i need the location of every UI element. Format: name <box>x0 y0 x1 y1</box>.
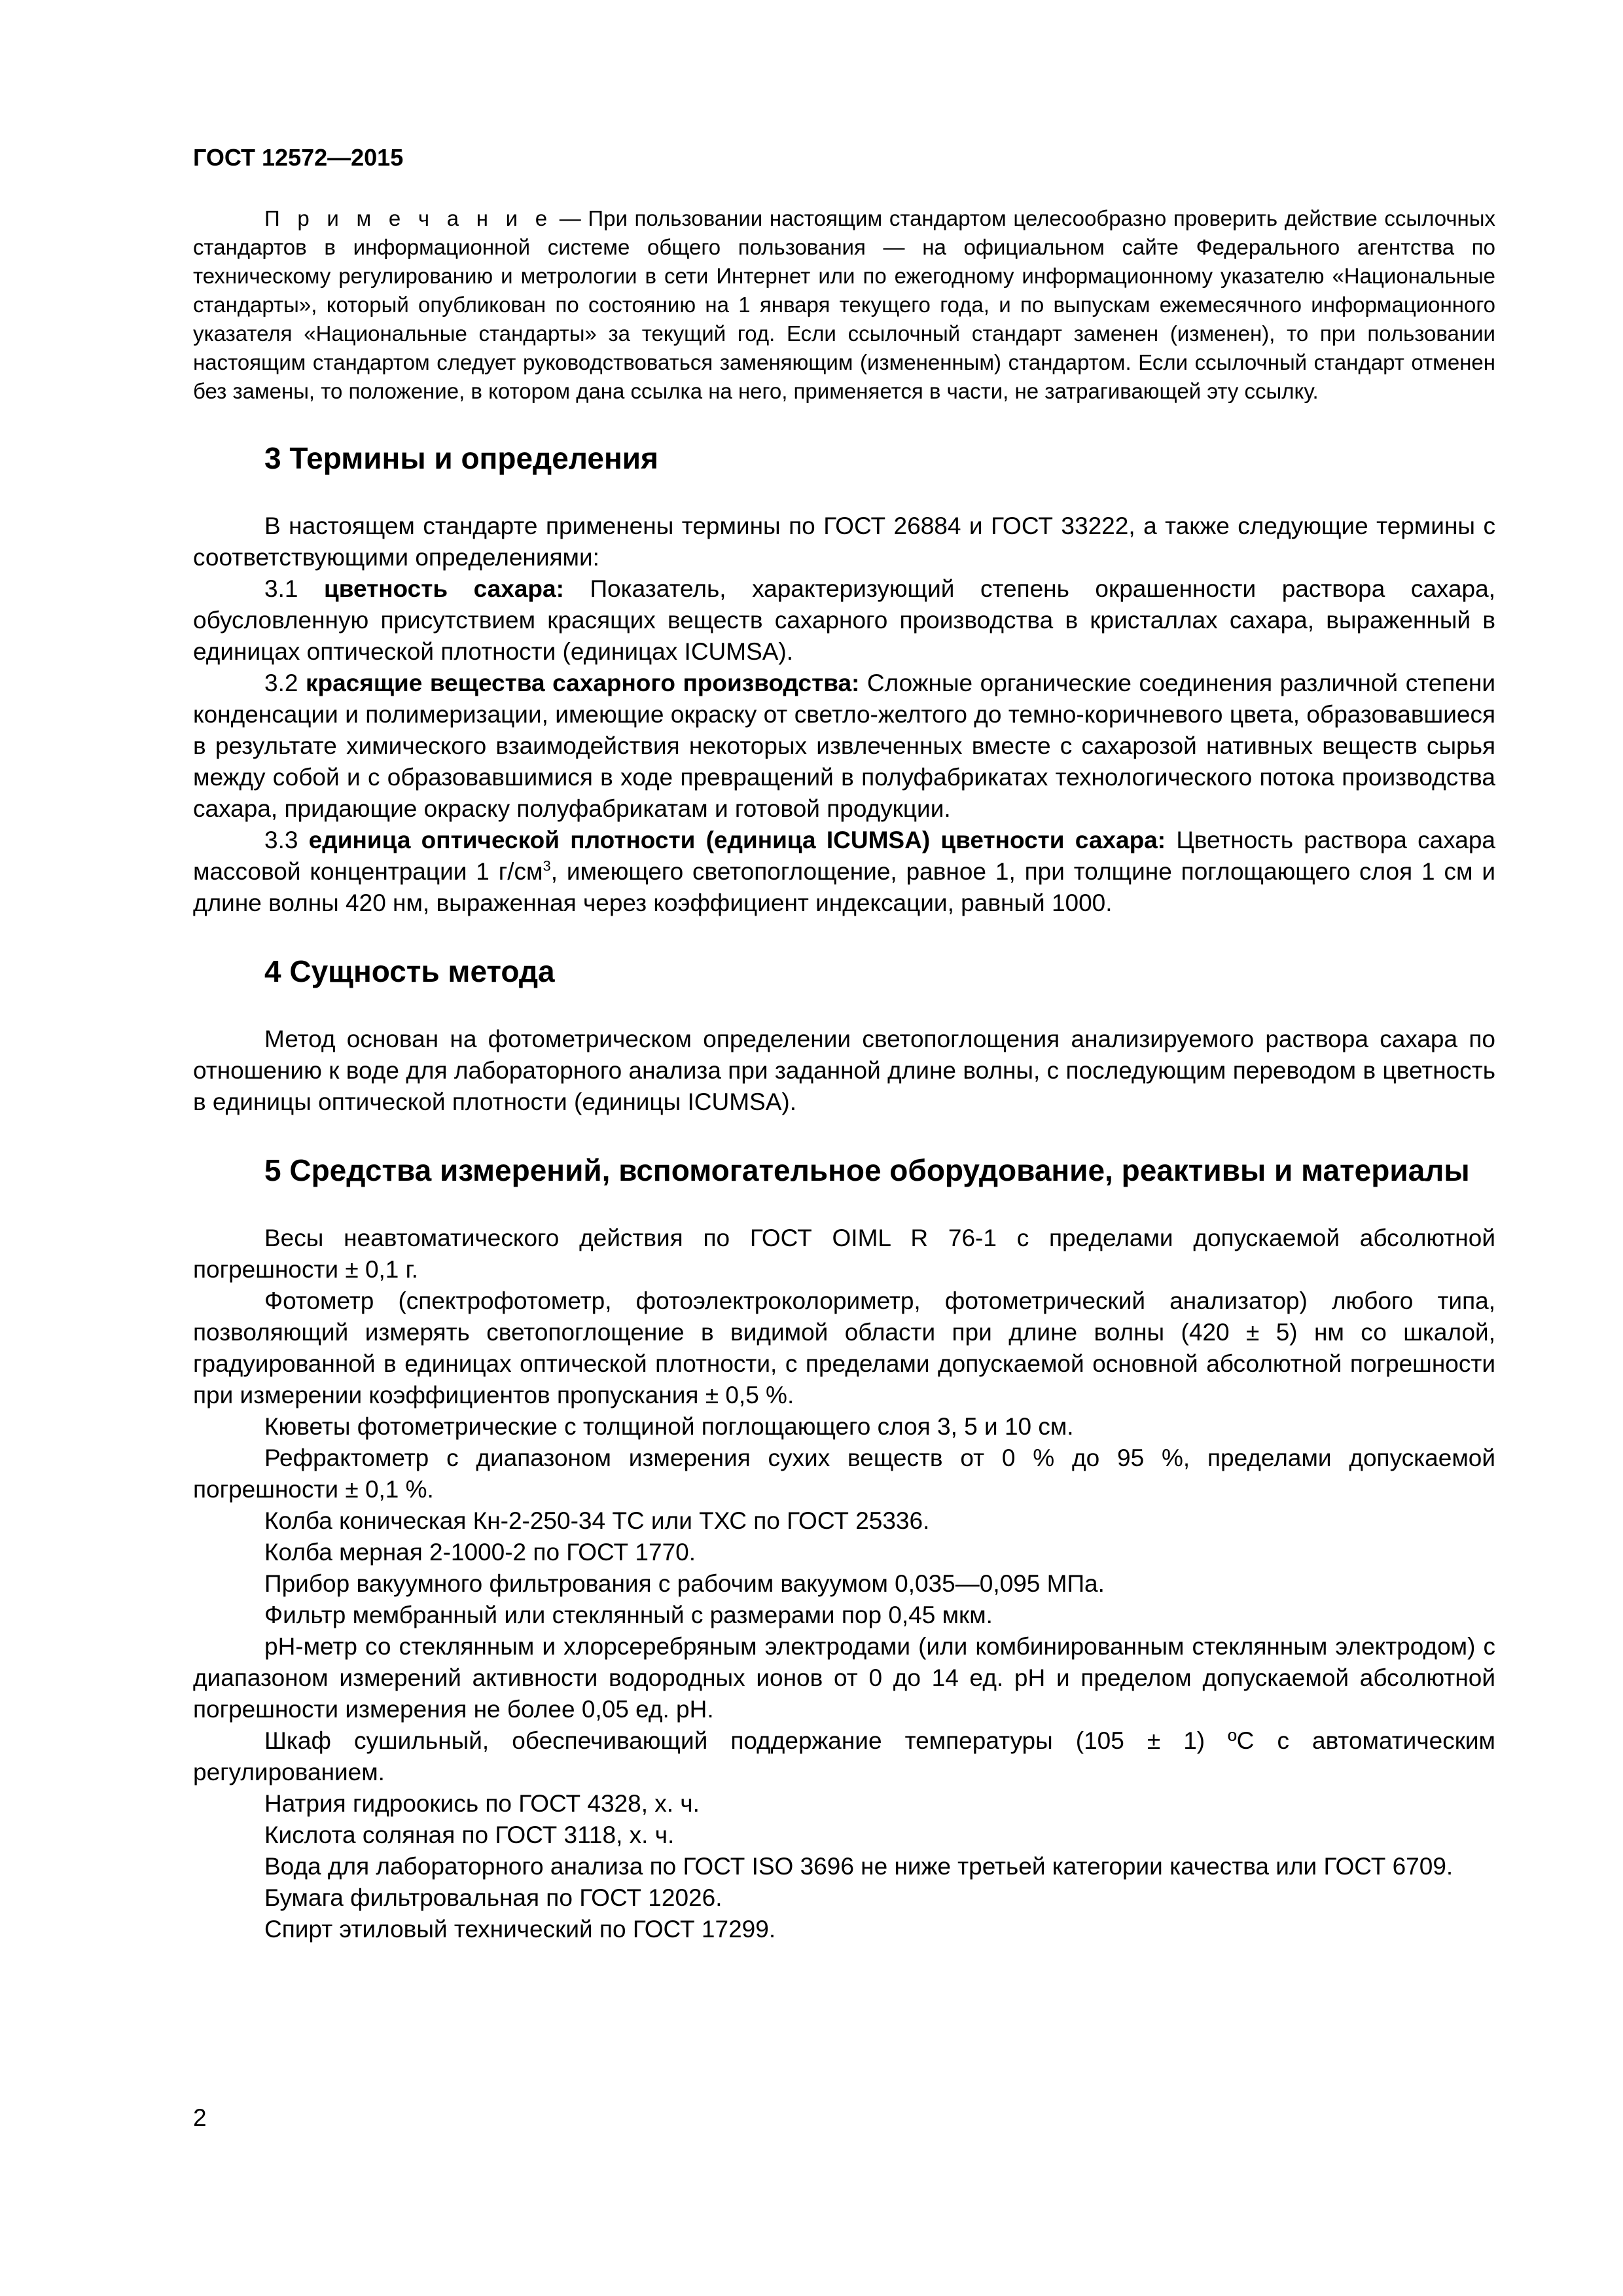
equipment-item: Рефрактометр с диапазоном измерения сухих веществ от 0 % до 95 %, пределами допускаемой погрешности ± 0,1 %. <box>193 1444 1495 1503</box>
equipment-item: Прибор вакуумного фильтрования с рабочим вакуумом 0,035—0,095 МПа. <box>264 1570 1105 1597</box>
definition-text: Цветность раствора сахара массовой концентрации 1 г/см <box>193 827 1496 885</box>
equipment-item: Кислота соляная по ГОСТ 3118, х. ч. <box>264 1821 675 1848</box>
definition-number: 3.3 <box>264 827 309 853</box>
equipment-item: Спирт этиловый технический по ГОСТ 17299. <box>264 1916 776 1943</box>
section-5-title: 5 Средства измерений, вспомогательное оборудование, реактивы и материалы <box>264 1153 1470 1187</box>
definition-number: 3.1 <box>264 575 324 602</box>
superscript: 3 <box>543 857 551 874</box>
equipment-item: Натрия гидроокись по ГОСТ 4328, х. ч. <box>264 1790 700 1817</box>
equipment-item: Колба мерная 2-1000-2 по ГОСТ 1770. <box>264 1539 696 1566</box>
section-5-list <box>193 1223 1495 1945</box>
equipment-item: Фотометр (спектрофотометр, фотоэлектроколориметр, фотометрический анализатор) любого типа, позволяющий измерять светопоглощение в видимой области при длине волны (420 ± 5) нм со шкалой, градуированной в единицах оптической плотности, с пределами допускаемой основной абсолютной погрешности при измерении коэффициентов пропускания ± 0,5 %. <box>193 1287 1495 1408</box>
definition-text: Сложные органические соединения различной степени конденсации и полимеризации, имеющие окраску от светло-желтого до темно-коричневого цвета, образовавшиеся в результате химического взаимодействия некоторых извлеченных вместе с сахарозой нативных веществ сырья между собой и с образовавшимися в ходе превращений в полуфабрикатах технологического потока производства сахара, придающие окраску полуфабрикатам и готовой продукции. <box>193 670 1496 822</box>
equipment-item: pH-метр со стеклянным и хлорсеребряным электродами (или комбинированным стеклянным электродом) с диапазоном измерений активности водородных ионов от 0 до 14 ед. pH и пределом допускаемой абсолютной погрешности измерения не более 0,05 ед. pH. <box>193 1633 1495 1723</box>
definition-text: , имеющего светопоглощение, равное 1, при толщине поглощающего слоя 1 см и длине волны 420 нм, выраженная через коэффициент индексации, равный 1000. <box>193 858 1495 916</box>
equipment-item: Весы неавтоматического действия по ГОСТ OIML R 76-1 с пределами допускаемой абсолютной погрешности ± 0,1 г. <box>193 1225 1495 1283</box>
section-4-text: Метод основан на фотометрическом определении светопоглощения анализируемого раствора сахара по отношению к воде для лабораторного анализа при заданной длине волны, с последующим переводом в цветность в единицы оптической плотности (единицы ICUMSA). <box>193 1026 1495 1115</box>
note-text: — При пользовании настоящим стандартом целесообразно проверить действие ссылочных стандартов в информационной системе общего пользования — на официальном сайте Федерального агентства по техническому регулированию и метрологии в сети Интернет или по ежегодному информационному указателю «Национальные стандарты», который опубликован по состоянию на 1 января текущего года, и по выпускам ежемесячного информационного указателя «Национальные стандарты» за текущий год. Если ссылочный стандарт заменен (изменен), то при пользовании настоящим стандартом следует руководствоваться заменяющим (измененным) стандартом. Если ссылочный стандарт отменен без замены, то положение, в котором дана ссылка на него, применяется в части, не затрагивающей эту ссылку. <box>193 206 1495 403</box>
equipment-item: Шкаф сушильный, обеспечивающий поддержание температуры (105 ± 1) ºС с автоматическим регулированием. <box>193 1727 1495 1785</box>
section-3-intro: В настоящем стандарте применены термины по ГОСТ 26884 и ГОСТ 33222, а также следующие термины с соответствующими определениями: <box>193 512 1495 571</box>
document-page <box>193 144 1495 1945</box>
note-label: П р и м е ч а н и е <box>264 206 553 230</box>
definition-3-1 <box>193 573 1495 668</box>
definition-3-3 <box>193 825 1495 919</box>
note-paragraph <box>193 204 1495 406</box>
definition-text: Показатель, характеризующий степень окрашенности раствора сахара, обусловленную присутствием красящих веществ сахарного производства в кристаллах сахара, выраженный в единицах оптической плотности (единицах ICUMSA). <box>193 575 1495 665</box>
definition-term: красящие вещества сахарного производства: <box>305 670 860 696</box>
equipment-item: Вода для лабораторного анализа по ГОСТ ISO 3696 не ниже третьей категории качества или ГОСТ 6709. <box>264 1853 1454 1880</box>
equipment-item: Бумага фильтровальная по ГОСТ 12026. <box>264 1884 722 1911</box>
page-number: 2 <box>193 2104 207 2131</box>
definition-number: 3.2 <box>264 670 306 696</box>
section-4-title: 4 Сущность метода <box>264 954 555 988</box>
equipment-item: Фильтр мембранный или стеклянный с размерами пор 0,45 мкм. <box>264 1602 993 1628</box>
definition-3-2 <box>193 668 1495 825</box>
definition-term: единица оптической плотности (единица ICUMSA) цветности сахара: <box>308 827 1166 853</box>
equipment-item: Колба коническая Кн-2-250-34 ТС или ТХС по ГОСТ 25336. <box>264 1507 930 1534</box>
equipment-item: Кюветы фотометрические с толщиной поглощающего слоя 3, 5 и 10 см. <box>264 1413 1074 1440</box>
document-header: ГОСТ 12572—2015 <box>193 144 404 171</box>
section-3-title: 3 Термины и определения <box>264 441 658 475</box>
definition-term: цветность сахара: <box>323 575 564 602</box>
